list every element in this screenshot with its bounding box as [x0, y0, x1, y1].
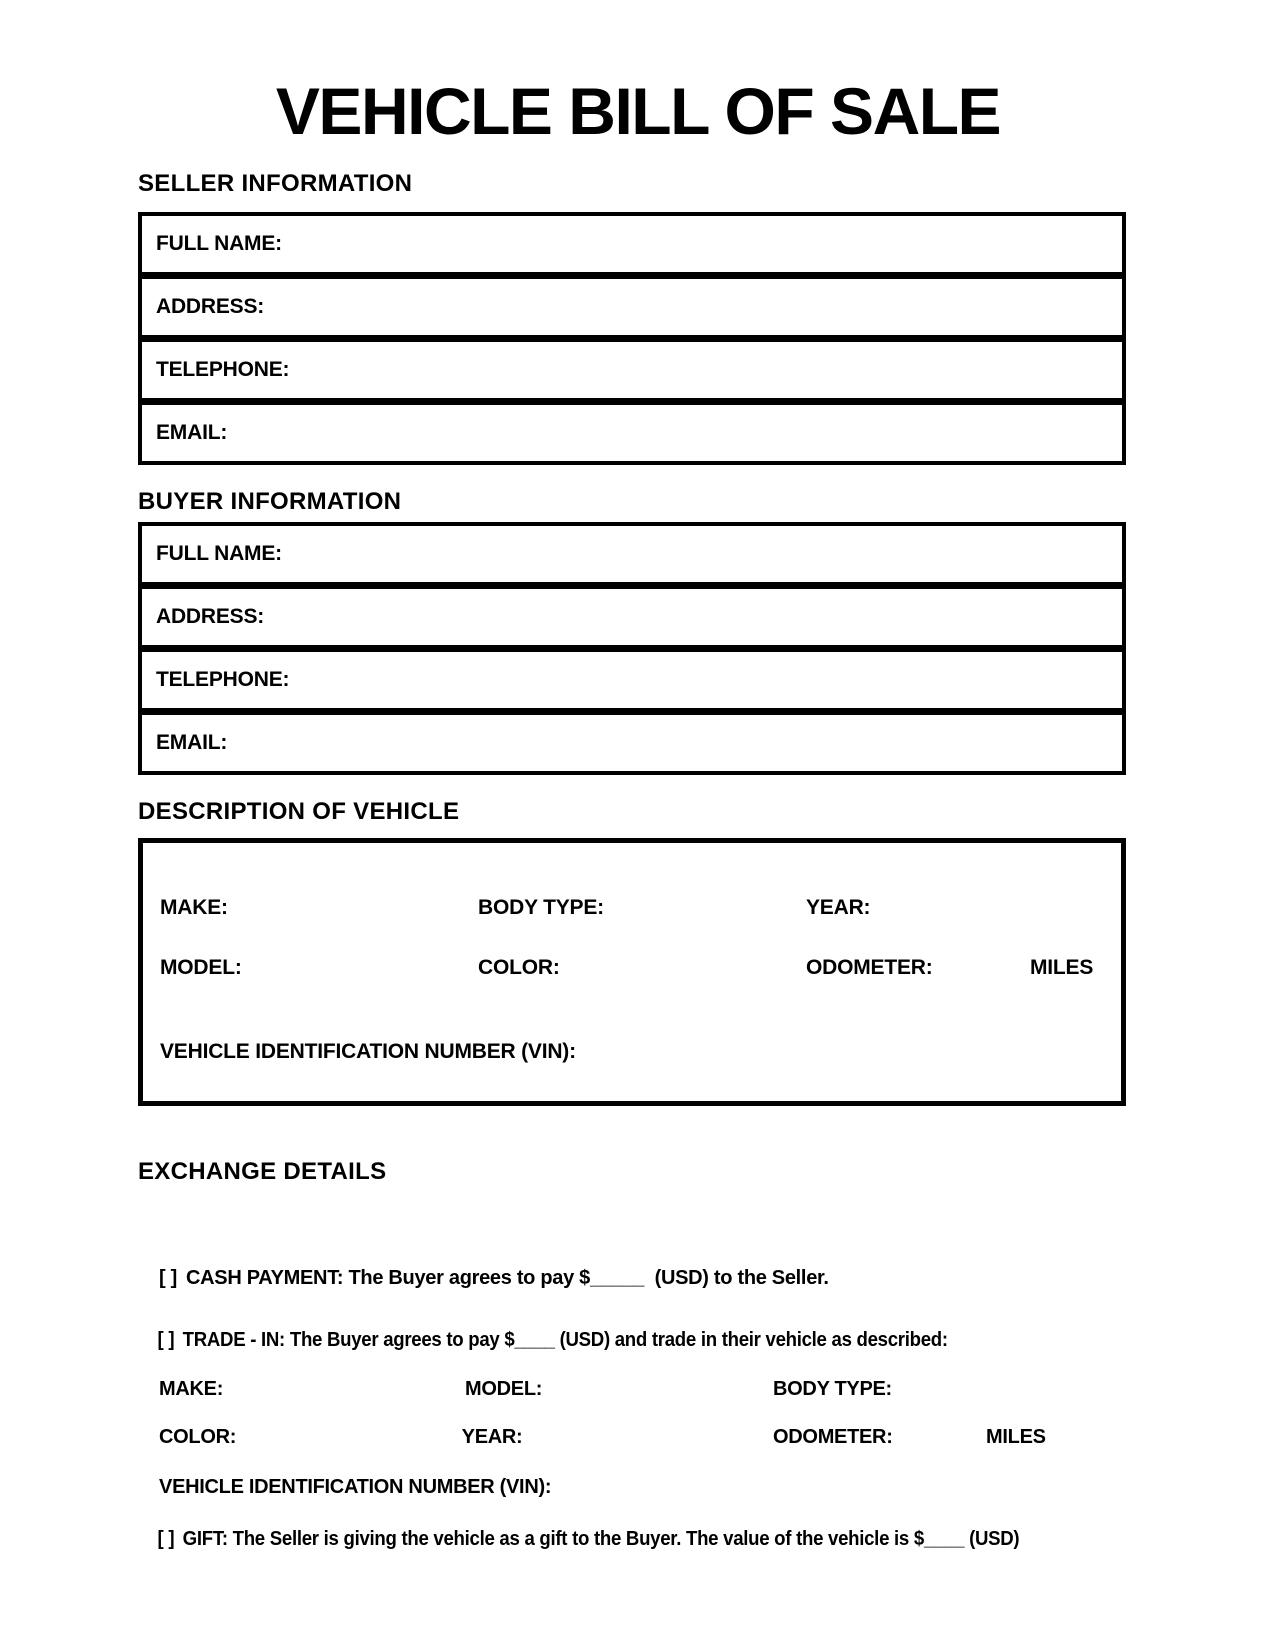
seller-address-field[interactable]	[138, 275, 1126, 339]
vehicle-year-label: YEAR:	[806, 896, 871, 919]
seller-information-heading: SELLER INFORMATION	[138, 170, 413, 197]
vehicle-row-1	[143, 895, 1121, 921]
vehicle-make-label: MAKE:	[160, 896, 228, 919]
buyer-address-field[interactable]	[138, 585, 1126, 649]
vehicle-miles-label: MILES	[1030, 956, 1094, 979]
vehicle-year-cell[interactable]	[806, 895, 1106, 921]
trade-vin-label: VEHICLE IDENTIFICATION NUMBER (VIN):	[159, 1476, 552, 1498]
trade-odometer-field[interactable]	[752, 1398, 893, 1476]
buyer-full-name-label: FULL NAME:	[156, 542, 282, 565]
buyer-information-table	[138, 522, 1126, 775]
vehicle-vin-row[interactable]	[143, 1039, 1121, 1065]
vehicle-body-type-cell[interactable]	[478, 895, 806, 921]
seller-address-label: ADDRESS:	[156, 295, 265, 318]
buyer-information-heading: BUYER INFORMATION	[138, 488, 402, 515]
vehicle-vin-label: VEHICLE IDENTIFICATION NUMBER (VIN):	[160, 1040, 576, 1063]
seller-telephone-field[interactable]	[138, 338, 1126, 402]
buyer-telephone-field[interactable]	[138, 648, 1126, 712]
trade-year-label: YEAR:	[461, 1426, 523, 1448]
vehicle-row-2	[143, 955, 1121, 981]
trade-in-text: TRADE - IN: The Buyer agrees to pay $____ (USD) and trade in their vehicle as described:	[182, 1329, 948, 1351]
vehicle-vin-cell[interactable]	[160, 1039, 1110, 1065]
vehicle-color-label: COLOR:	[478, 956, 560, 979]
seller-full-name-label: FULL NAME:	[156, 232, 282, 255]
vehicle-description-heading: DESCRIPTION OF VEHICLE	[138, 798, 460, 825]
vehicle-make-cell[interactable]	[160, 895, 478, 921]
gift-checkbox[interactable]: [ ]	[157, 1528, 175, 1550]
seller-full-name-field[interactable]	[138, 212, 1126, 276]
cash-payment-text: CASH PAYMENT: The Buyer agrees to pay $_____ (USD) to the Seller.	[186, 1267, 829, 1289]
buyer-email-field[interactable]	[138, 711, 1126, 775]
buyer-address-label: ADDRESS:	[156, 605, 265, 628]
vehicle-body-type-label: BODY TYPE:	[478, 896, 604, 919]
vehicle-description-box	[138, 838, 1126, 1106]
vehicle-color-cell[interactable]	[478, 955, 806, 981]
cash-payment-checkbox[interactable]: [ ]	[159, 1267, 178, 1289]
vehicle-model-cell[interactable]	[160, 955, 478, 981]
buyer-full-name-field[interactable]	[138, 522, 1126, 586]
trade-body-type-label: BODY TYPE:	[773, 1378, 892, 1400]
vehicle-miles-cell	[1030, 955, 1120, 981]
trade-miles-label: MILES	[986, 1426, 1046, 1448]
seller-information-table	[138, 212, 1126, 465]
vehicle-odometer-label: ODOMETER:	[806, 956, 933, 979]
seller-email-field[interactable]	[138, 401, 1126, 465]
gift-line	[138, 1500, 1019, 1578]
trade-model-label: MODEL:	[465, 1378, 543, 1400]
seller-email-label: EMAIL:	[156, 421, 228, 444]
buyer-email-label: EMAIL:	[156, 731, 228, 754]
trade-color-label: COLOR:	[159, 1426, 237, 1448]
seller-telephone-label: TELEPHONE:	[156, 358, 290, 381]
exchange-details-heading: EXCHANGE DETAILS	[138, 1158, 387, 1185]
vehicle-odometer-cell[interactable]	[806, 955, 1030, 981]
vehicle-model-label: MODEL:	[160, 956, 242, 979]
trade-odometer-label: ODOMETER:	[773, 1426, 893, 1448]
trade-in-checkbox[interactable]: [ ]	[157, 1329, 175, 1351]
trade-miles-label-wrap	[965, 1398, 1046, 1476]
page-title: VEHICLE BILL OF SALE	[275, 74, 1001, 148]
trade-make-label: MAKE:	[159, 1378, 224, 1400]
buyer-telephone-label: TELEPHONE:	[156, 668, 290, 691]
gift-text: GIFT: The Seller is giving the vehicle as a gift to the Buyer. The value of the vehicle is $____ (USD)	[182, 1528, 1020, 1550]
